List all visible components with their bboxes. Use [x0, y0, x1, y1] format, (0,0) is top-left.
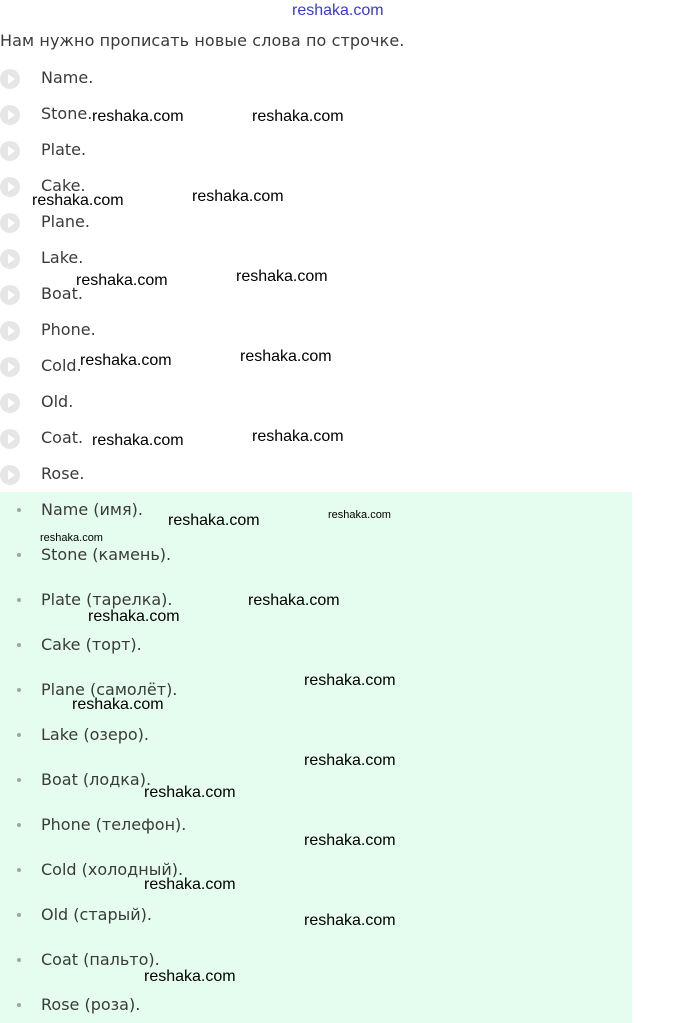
watermark: reshaka.com — [328, 509, 391, 521]
word-text: Coat. — [41, 428, 84, 447]
answer-text: Name (имя). — [41, 500, 143, 519]
play-icon[interactable] — [0, 465, 20, 485]
watermark: reshaka.com — [40, 532, 103, 544]
watermark: reshaka.com — [144, 968, 236, 985]
play-icon[interactable] — [0, 285, 20, 305]
bullet-icon — [17, 958, 21, 962]
watermark: reshaka.com — [168, 512, 260, 529]
answer-item — [0, 633, 632, 657]
play-icon[interactable] — [0, 393, 20, 413]
watermark: reshaka.com — [144, 876, 236, 893]
watermark: reshaka.com — [92, 432, 184, 449]
answer-text: Cold (холодный). — [41, 860, 184, 879]
answer-item — [0, 723, 632, 747]
bullet-icon — [17, 508, 21, 512]
word-text: Name. — [41, 68, 94, 87]
watermark: reshaka.com — [144, 784, 236, 801]
word-text: Stone. — [41, 104, 93, 123]
word-text: Old. — [41, 392, 74, 411]
word-text: Plane. — [41, 212, 90, 231]
watermark: reshaka.com — [88, 608, 180, 625]
answer-item — [0, 498, 632, 522]
watermark: reshaka.com — [304, 832, 396, 849]
answer-text: Stone (камень). — [41, 545, 172, 564]
intro-text: Нам нужно прописать новые слова по строчке. — [0, 31, 405, 50]
bullet-icon — [17, 1003, 21, 1007]
word-text: Plate. — [41, 140, 87, 159]
bullet-icon — [17, 733, 21, 737]
bullet-icon — [17, 688, 21, 692]
play-icon[interactable] — [0, 429, 20, 449]
answer-text: Plane (самолёт). — [41, 680, 178, 699]
answer-item — [0, 858, 632, 882]
word-item — [0, 390, 680, 426]
watermark: reshaka.com — [252, 428, 344, 445]
answer-text: Plate (тарелка). — [41, 590, 173, 609]
play-icon[interactable] — [0, 105, 20, 125]
watermark: reshaka.com — [192, 188, 284, 205]
word-text: Cake. — [41, 176, 86, 195]
play-icon[interactable] — [0, 321, 20, 341]
answer-text: Lake (озеро). — [41, 725, 149, 744]
word-text: Rose. — [41, 464, 85, 483]
watermark: reshaka.com — [72, 696, 164, 713]
watermark: reshaka.com — [304, 912, 396, 929]
play-icon[interactable] — [0, 177, 20, 197]
answer-text: Rose (роза). — [41, 995, 141, 1014]
answer-item — [0, 768, 632, 792]
watermark: reshaka.com — [248, 592, 340, 609]
top-watermark: reshaka.com — [292, 2, 384, 19]
word-text: Cold. — [41, 356, 82, 375]
answer-text: Old (старый). — [41, 905, 152, 924]
watermark: reshaka.com — [76, 272, 168, 289]
answer-text: Boat (лодка). — [41, 770, 152, 789]
watermark: reshaka.com — [240, 348, 332, 365]
word-item — [0, 210, 680, 246]
play-icon[interactable] — [0, 141, 20, 161]
watermark: reshaka.com — [304, 672, 396, 689]
play-icon[interactable] — [0, 357, 20, 377]
answer-text: Phone (телефон). — [41, 815, 187, 834]
watermark: reshaka.com — [304, 752, 396, 769]
word-text: Boat. — [41, 284, 83, 303]
watermark: reshaka.com — [92, 108, 184, 125]
watermark: reshaka.com — [80, 352, 172, 369]
play-icon[interactable] — [0, 213, 20, 233]
play-icon[interactable] — [0, 69, 20, 89]
answer-item — [0, 948, 632, 972]
answer-text: Cake (торт). — [41, 635, 142, 654]
bullet-icon — [17, 553, 21, 557]
bullet-icon — [17, 868, 21, 872]
answer-text: Coat (пальто). — [41, 950, 160, 969]
word-item — [0, 66, 680, 102]
bullet-icon — [17, 643, 21, 647]
watermark: reshaka.com — [252, 108, 344, 125]
word-item — [0, 318, 680, 354]
word-item — [0, 138, 680, 174]
bullet-icon — [17, 823, 21, 827]
bullet-icon — [17, 598, 21, 602]
bullet-icon — [17, 778, 21, 782]
watermark: reshaka.com — [32, 192, 124, 209]
word-text: Phone. — [41, 320, 96, 339]
play-icon[interactable] — [0, 249, 20, 269]
bullet-icon — [17, 913, 21, 917]
answer-item — [0, 993, 632, 1017]
word-text: Lake. — [41, 248, 84, 267]
answer-item — [0, 543, 632, 567]
watermark: reshaka.com — [236, 268, 328, 285]
